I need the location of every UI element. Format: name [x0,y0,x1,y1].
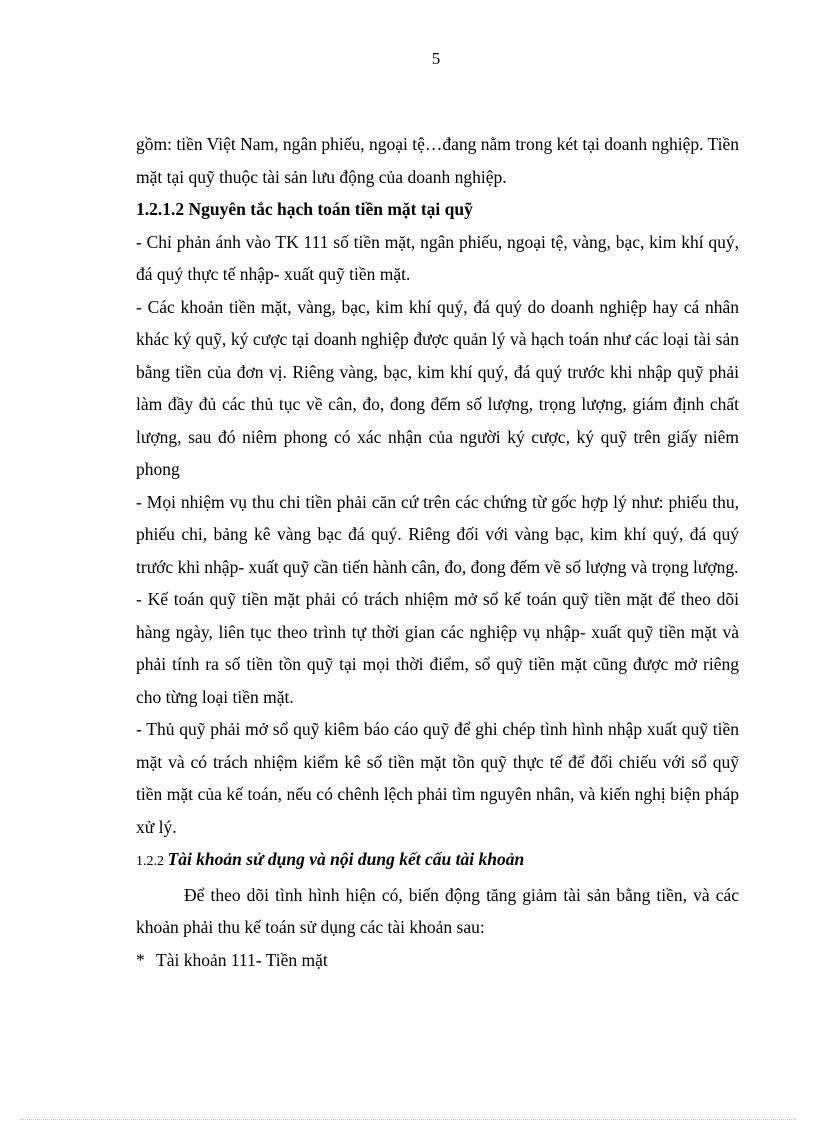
document-body [136,128,739,976]
list-item-text: Tài khoản 111- Tiền mặt [156,949,328,970]
paragraph-intro: gồm: tiền Việt Nam, ngân phiếu, ngoại tệ…đang nằm trong két tại doanh nghiệp. Tiền mặt tại quỹ thuộc tài sản lưu động của doanh nghiệp. [136,134,739,187]
paragraph-rule-3: - Mọi nhiệm vụ thu chi tiền phải căn cứ trên các chứng từ gốc hợp lý như: phiếu thu, phiếu chi, bảng kê vàng bạc đá quý. Riêng đối với vàng bạc, kim khí quý, đá quý trước khi nhập- xuất quỹ cần tiến hành cân, đo, đong đếm về số lượng và trọng lượng. [136,491,739,577]
paragraph-rule-4: - Kế toán quỹ tiền mặt phải có trách nhiệm mở sổ kế toán quỹ tiền mặt để theo dõi hàng ngày, liên tục theo trình tự thời gian các nghiệp vụ nhập- xuất quỹ tiền mặt và phải tính ra số tiền tồn quỹ tại mọi thời điểm, sổ quỹ tiền mặt cũng được mở riêng cho từng loại tiền mặt. [136,589,739,707]
section-heading-1-2-1-2: 1.2.1.2 Nguyên tắc hạch toán tiền mặt tại quỹ [136,199,473,219]
footer-divider [20,1119,796,1120]
paragraph-rule-1: - Chỉ phản ánh vào TK 111 số tiền mặt, ngân phiếu, ngoại tệ, vàng, bạc, kim khí quý, đá quý thực tế nhập- xuất quỹ tiền mặt. [136,231,739,284]
page-number: 5 [431,49,441,68]
section-number: 1.2.2 [136,854,164,869]
paragraph-rule-2: - Các khoản tiền mặt, vàng, bạc, kim khí quý, đá quý do doanh nghiệp hay cá nhân khác ký quỹ, ký cược tại doanh nghiệp được quản lý và hạch toán như các loại tài sản bằng tiền của đơn vị. Riêng vàng, bạc, kim khí quý, đá quý trước khi nhập quỹ phải làm đầy đủ các thủ tục về cân, đo, đong đếm số lượng, trọng lượng, giám định chất lượng, sau đó niêm phong có xác nhận của người ký cược, ký quỹ trên giấy niêm phong [136,296,739,479]
section-heading-1-2-2 [136,843,739,879]
list-item-account-111 [136,944,739,977]
paragraph-accounts-intro: Để theo dõi tình hình hiện có, biến động tăng giảm tài sản bằng tiền, và các khoản phải thu kế toán sử dụng các tài khoản sau: [136,884,739,937]
bullet-marker: * [136,949,145,970]
section-title: Tài khoản sử dụng và nội dung kết cấu tài khoản [167,849,525,869]
paragraph-rule-5: - Thủ quỹ phải mở sổ quỹ kiêm báo cáo quỹ để ghi chép tình hình nhập xuất quỹ tiền mặt và có trách nhiệm kiểm kê số tiền mặt tồn quỹ thực tế để đối chiếu với sổ quỹ tiền mặt của kế toán, nếu có chênh lệch phải tìm nguyên nhân, và kiến nghị biện pháp xử lý. [136,719,739,837]
